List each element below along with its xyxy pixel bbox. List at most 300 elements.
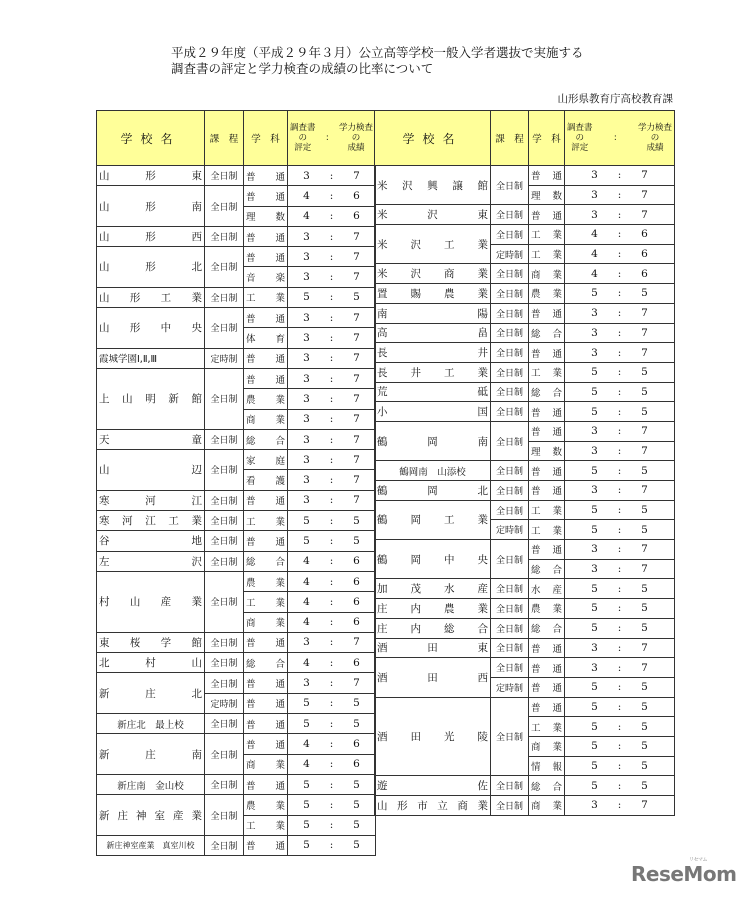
ratio-report-value: 3 (591, 641, 598, 654)
header-ratio-right-line: 学力検査 (637, 123, 672, 133)
course-value: 全日制 (495, 801, 523, 812)
ratio-exam-value: 6 (353, 616, 360, 629)
course-cell (205, 287, 244, 307)
ratio-report-value: 3 (303, 372, 310, 385)
subject-value: 農業 (246, 577, 285, 589)
school-name-cell (375, 618, 491, 638)
subject-cell (529, 599, 565, 619)
subject-cell (244, 653, 288, 673)
school-name-cell (375, 461, 491, 481)
ratio-exam-value: 6 (353, 656, 360, 669)
course-cell (205, 795, 244, 836)
school-name: 新庄北 最上校 (117, 719, 184, 731)
ratio-exam-value: 6 (353, 555, 360, 568)
subject-value: 普通 (531, 407, 562, 419)
course-cell (491, 796, 529, 816)
ratio-cell (288, 389, 376, 409)
ratio-report-value: 4 (303, 575, 310, 588)
ratio-separator: : (329, 413, 334, 426)
ratio-cell (288, 328, 376, 348)
ratio-exam-value: 6 (353, 210, 360, 223)
ratio-exam-value: 5 (641, 385, 648, 398)
course-cell (205, 673, 244, 693)
ratio-report-value: 3 (591, 484, 598, 497)
ratio-exam-value: 7 (641, 799, 648, 812)
table-row (375, 461, 675, 481)
ratio-report-value: 3 (591, 444, 598, 457)
ratio-separator: : (329, 758, 334, 771)
ratio-separator: : (329, 271, 334, 284)
table-row (375, 166, 675, 186)
table-row (97, 247, 376, 267)
subject-value: 商業 (531, 801, 562, 813)
ratio-cell (565, 677, 675, 697)
course-value: 定時制 (495, 250, 523, 261)
school-name-cell (375, 343, 491, 363)
course-cell (205, 714, 244, 734)
ratio-separator: : (617, 228, 622, 241)
ratio-report-value: 3 (303, 474, 310, 487)
course-cell (491, 500, 529, 520)
course-value: 全日制 (210, 537, 238, 548)
subject-value: 普通 (531, 427, 562, 439)
title-line-1: 平成２９年度（平成２９年３月）公立高等学校一般入学者選抜で実施する (171, 45, 584, 60)
subject-value: 工業 (531, 722, 562, 734)
ratio-report-value: 3 (591, 563, 598, 576)
ratio-report-value: 3 (591, 346, 598, 359)
ratio-separator: : (617, 425, 622, 438)
subject-value: 工業 (531, 250, 562, 262)
subject-value: 情報 (531, 761, 562, 773)
subject-cell (244, 795, 288, 815)
ratio-separator: : (329, 717, 334, 730)
course-cell (491, 677, 529, 697)
ratio-cell (288, 186, 376, 206)
ratio-report-value: 5 (591, 504, 598, 517)
ratio-separator: : (329, 636, 334, 649)
subject-cell (529, 697, 565, 717)
ratio-separator: : (617, 720, 622, 733)
ratio-separator: : (617, 641, 622, 654)
subject-value: 総合 (531, 781, 562, 793)
school-name: 霞城学園Ⅰ,Ⅱ,Ⅲ (99, 354, 158, 366)
school-name-cell (375, 776, 491, 796)
header-school (375, 111, 491, 166)
header-ratio-right-line: の (351, 133, 361, 143)
school-name-cell (97, 186, 205, 227)
course-cell (205, 226, 244, 246)
subject-value: 普通 (246, 719, 285, 731)
subject-value: 普通 (246, 374, 285, 386)
school-name: 酒田光陵 (377, 730, 488, 743)
subject-value: 普通 (246, 313, 285, 325)
subject-value: 普通 (246, 191, 285, 203)
school-name: 東桜学館 (99, 636, 202, 649)
ratio-separator: : (617, 622, 622, 635)
course-cell (205, 632, 244, 652)
ratio-cell (565, 244, 675, 264)
ratio-exam-value: 7 (353, 453, 360, 466)
ratio-cell (565, 185, 675, 205)
course-cell (491, 244, 529, 264)
course-cell (491, 540, 529, 579)
school-name-cell (375, 166, 491, 205)
ratio-cell (565, 461, 675, 481)
table-row (375, 599, 675, 619)
ratio-cell (565, 481, 675, 501)
course-value: 全日制 (495, 211, 523, 222)
ratio-report-value: 3 (303, 413, 310, 426)
table-row (97, 795, 376, 815)
ratio-exam-value: 7 (641, 346, 648, 359)
ratio-report-value: 3 (591, 169, 598, 182)
course-cell (205, 511, 244, 531)
subject-cell (529, 520, 565, 540)
ratio-exam-value: 7 (641, 641, 648, 654)
subject-cell (529, 677, 565, 697)
table-row (375, 205, 675, 225)
ratio-cell (565, 166, 675, 186)
subject-value: 農業 (246, 800, 285, 812)
ratio-cell (565, 658, 675, 678)
ratio-report-value: 5 (591, 385, 598, 398)
subject-value: 普通 (246, 739, 285, 751)
table-row (97, 308, 376, 328)
ratio-cell (288, 632, 376, 652)
ratio-separator: : (617, 563, 622, 576)
subject-cell (244, 754, 288, 774)
course-cell (491, 599, 529, 619)
course-cell (491, 618, 529, 638)
header-ratio-left-line: の (298, 133, 308, 143)
course-value: 全日制 (210, 293, 238, 304)
subject-value: 音楽 (246, 273, 285, 285)
ratio-separator: : (617, 543, 622, 556)
course-cell (491, 579, 529, 599)
subject-value: 農業 (531, 604, 562, 616)
ratio-cell (288, 734, 376, 754)
document-title (171, 45, 584, 77)
ratio-separator: : (617, 385, 622, 398)
subject-value: 普通 (246, 496, 285, 508)
school-name-cell (97, 226, 205, 246)
header-row (375, 111, 675, 166)
subject-cell (244, 815, 288, 835)
subject-value: 商業 (531, 269, 562, 281)
subject-cell (244, 714, 288, 734)
ratio-report-value: 3 (591, 307, 598, 320)
subject-cell (244, 673, 288, 693)
header-subject-label: 学 科 (251, 134, 280, 145)
course-value: 全日制 (210, 517, 238, 528)
ratio-cell (288, 612, 376, 632)
ratio-exam-value: 7 (641, 425, 648, 438)
school-name: 南陽 (377, 307, 488, 320)
ratio-report-value: 5 (303, 798, 310, 811)
ratio-report-value: 3 (591, 208, 598, 221)
table-row (375, 303, 675, 323)
subject-cell (529, 638, 565, 658)
course-cell (205, 450, 244, 491)
header-ratio-wrap (290, 123, 373, 153)
subject-value: 普通 (531, 486, 562, 498)
ratio-report-value: 5 (303, 697, 310, 710)
course-cell (491, 658, 529, 678)
subject-value: 看護 (246, 476, 285, 488)
ratio-cell (288, 348, 376, 368)
table-row (375, 343, 675, 363)
course-value: 全日制 (495, 181, 523, 192)
school-name: 長井 (377, 347, 488, 360)
subject-cell (529, 658, 565, 678)
ratio-separator: : (617, 444, 622, 457)
subject-value: 普通 (531, 702, 562, 714)
ratio-report-value: 3 (303, 494, 310, 507)
ratio-exam-value: 7 (353, 332, 360, 345)
subject-value: 普通 (246, 841, 285, 853)
course-value: 全日制 (495, 555, 523, 566)
school-name-cell (97, 653, 205, 673)
subject-cell (244, 409, 288, 429)
ratio-separator: : (329, 210, 334, 223)
ratio-separator: : (617, 661, 622, 674)
subject-cell (244, 632, 288, 652)
course-cell (491, 284, 529, 304)
course-cell (205, 734, 244, 775)
ratio-exam-value: 5 (353, 778, 360, 791)
subject-cell (529, 362, 565, 382)
school-name: 鶴岡南 山添校 (399, 466, 466, 478)
course-cell (205, 308, 244, 349)
school-name: 天童 (99, 434, 202, 446)
ratio-exam-value: 6 (353, 737, 360, 750)
subject-value: 商業 (246, 415, 285, 427)
school-name-cell (375, 402, 491, 422)
ratio-separator: : (329, 332, 334, 345)
subject-value: 商業 (246, 618, 285, 630)
course-value: 全日制 (495, 309, 523, 320)
subject-value: 工業 (531, 368, 562, 380)
school-name: 上山明新館 (99, 393, 202, 406)
school-name: 酒田東 (377, 642, 488, 655)
ratio-report-value: 4 (303, 555, 310, 568)
subject-cell (244, 490, 288, 510)
ratio-separator: : (329, 230, 334, 243)
ratio-exam-value: 5 (641, 366, 648, 379)
course-value: 全日制 (210, 466, 238, 477)
table-row (97, 673, 376, 693)
header-course-label: 課 程 (495, 134, 524, 145)
ratio-report-value: 5 (591, 759, 598, 772)
ratio-separator: : (617, 169, 622, 182)
subject-value: 農業 (246, 394, 285, 406)
header-ratio-right-line: 学力検査 (338, 123, 373, 133)
ratio-separator: : (329, 352, 334, 365)
course-value: 全日制 (495, 664, 523, 675)
ratio-report-value: 5 (303, 839, 310, 852)
subject-value: 普通 (531, 171, 562, 183)
ratio-report-value: 4 (591, 248, 598, 261)
ratio-separator: : (617, 267, 622, 280)
subject-cell (244, 693, 288, 713)
table-row (97, 511, 376, 531)
subject-cell (529, 717, 565, 737)
ratio-report-value: 5 (591, 622, 598, 635)
course-cell (491, 343, 529, 363)
ratio-exam-value: 5 (641, 779, 648, 792)
header-ratio-left-line: 調査書 (567, 123, 593, 133)
course-value: 全日制 (210, 233, 238, 244)
ratio-report-value: 4 (303, 189, 310, 202)
ratio-report-value: 3 (591, 543, 598, 556)
course-value: 全日制 (210, 395, 238, 406)
ratio-exam-value: 7 (353, 433, 360, 446)
subject-cell (529, 559, 565, 579)
subject-value: 普通 (246, 699, 285, 711)
school-name-cell (97, 795, 205, 836)
ratio-cell (565, 776, 675, 796)
school-name-cell (97, 673, 205, 714)
header-ratio-left (567, 123, 593, 153)
subject-cell (529, 205, 565, 225)
school-name: 加茂水産 (377, 583, 488, 596)
ratio-exam-value: 7 (641, 326, 648, 339)
course-value: 定時制 (495, 683, 523, 694)
ratio-exam-value: 5 (353, 819, 360, 832)
school-name: 置賜農業 (377, 287, 488, 300)
ratio-cell (288, 409, 376, 429)
ratio-separator: : (617, 759, 622, 772)
ratio-report-value: 5 (591, 366, 598, 379)
ratio-report-value: 3 (591, 326, 598, 339)
ratio-exam-value: 5 (353, 798, 360, 811)
school-name: 新庄神室産業 真室川校 (106, 840, 195, 850)
table-row (375, 382, 675, 402)
ratio-report-value: 5 (591, 720, 598, 733)
subject-cell (529, 166, 565, 186)
ratio-report-value: 3 (303, 169, 310, 182)
header-school-label: 学校名 (120, 131, 181, 146)
subject-cell (244, 267, 288, 287)
ratio-report-value: 5 (591, 740, 598, 753)
subject-value: 普通 (246, 252, 285, 264)
subject-cell (244, 186, 288, 206)
school-name-cell (375, 481, 491, 501)
subject-cell (244, 247, 288, 267)
ratio-report-value: 5 (303, 534, 310, 547)
course-value: 全日制 (210, 841, 238, 852)
ratio-report-value: 5 (591, 523, 598, 536)
ratio-cell (565, 736, 675, 756)
course-value: 全日制 (210, 324, 238, 335)
ratio-separator: : (329, 595, 334, 608)
ratio-cell (288, 267, 376, 287)
ratio-exam-value: 7 (641, 543, 648, 556)
ratio-cell (565, 225, 675, 245)
school-name: 米沢東 (377, 209, 488, 222)
course-value: 全日制 (495, 349, 523, 360)
ratio-separator: : (617, 405, 622, 418)
ratio-report-value: 3 (303, 636, 310, 649)
table-row (97, 186, 376, 206)
table-row (97, 551, 376, 571)
ratio-report-value: 3 (303, 250, 310, 263)
course-value: 全日制 (210, 202, 238, 213)
ratio-cell (288, 592, 376, 612)
ratio-separator: : (617, 189, 622, 202)
ratio-cell (565, 343, 675, 363)
header-ratio-right (638, 123, 672, 153)
ratio-separator: : (329, 474, 334, 487)
school-name-cell (97, 429, 205, 449)
course-cell (491, 461, 529, 481)
school-name: 寒河江 (99, 494, 202, 507)
school-name: 山形市立商業 (377, 799, 488, 812)
ratio-separator: : (617, 366, 622, 379)
course-cell (491, 776, 529, 796)
school-name: 新庄北 (99, 687, 202, 700)
ratio-report-value: 5 (591, 602, 598, 615)
ratio-cell (565, 796, 675, 816)
ratio-cell (565, 599, 675, 619)
course-value: 全日制 (495, 289, 523, 300)
school-name-cell (97, 166, 205, 186)
ratio-separator: : (617, 582, 622, 595)
table-row (97, 653, 376, 673)
subject-value: 理数 (531, 446, 562, 458)
ratio-report-value: 3 (303, 392, 310, 405)
course-value: 全日制 (495, 732, 523, 743)
subject-cell (529, 421, 565, 441)
ratio-exam-value: 7 (353, 352, 360, 365)
ratio-separator: : (329, 778, 334, 791)
course-value: 全日制 (495, 437, 523, 448)
ratio-cell (288, 774, 376, 794)
header-ratio-left-line: の (575, 133, 585, 143)
table-row (97, 226, 376, 246)
subject-value: 普通 (246, 171, 285, 183)
ratio-report-value: 4 (303, 737, 310, 750)
ratio-report-value: 3 (303, 352, 310, 365)
subject-value: 理数 (531, 191, 562, 203)
course-value: 全日制 (495, 368, 523, 379)
subject-cell (529, 303, 565, 323)
ratio-exam-value: 5 (641, 740, 648, 753)
subject-cell (529, 284, 565, 304)
course-cell (205, 653, 244, 673)
school-name: 山形北 (99, 261, 202, 274)
ratio-exam-value: 7 (641, 563, 648, 576)
subject-value: 工業 (246, 821, 285, 833)
table-row (97, 429, 376, 449)
school-name: 山形南 (99, 200, 202, 213)
ratio-separator: : (617, 504, 622, 517)
course-value: 全日制 (495, 782, 523, 793)
subject-value: 総合 (531, 387, 562, 399)
header-ratio (288, 111, 376, 166)
ratio-cell (565, 579, 675, 599)
school-name-cell (97, 490, 205, 510)
ratio-separator: : (617, 799, 622, 812)
ratio-separator: : (617, 346, 622, 359)
subject-value: 普通 (246, 354, 285, 366)
header-subject (529, 111, 565, 166)
subject-cell (529, 382, 565, 402)
ratio-report-value: 3 (591, 799, 598, 812)
ratio-report-value: 5 (591, 464, 598, 477)
ratio-cell (565, 520, 675, 540)
subject-cell (529, 540, 565, 560)
